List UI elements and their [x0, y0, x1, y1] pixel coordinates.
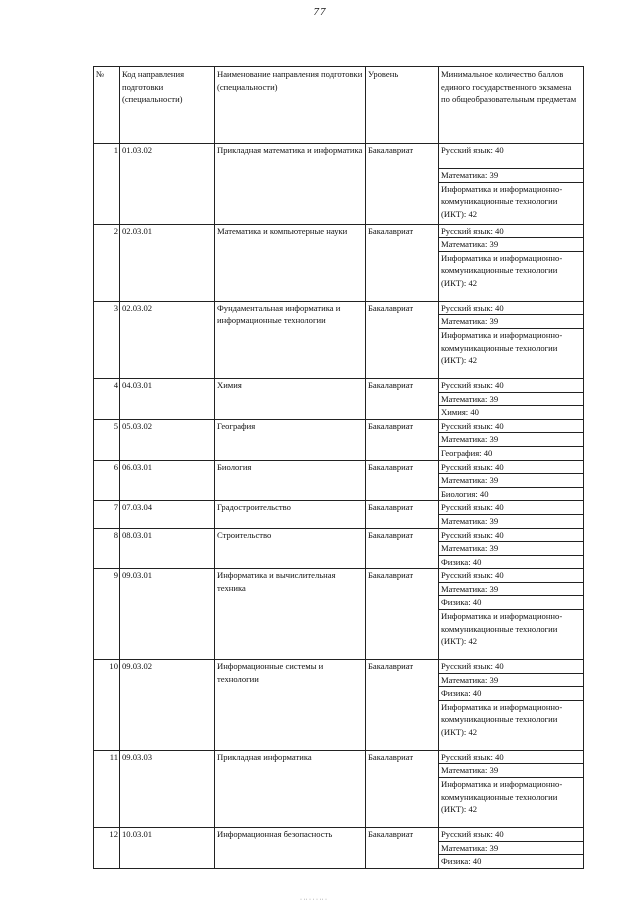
header-name: Наименование направления подготовки (специальности) [215, 67, 366, 144]
header-level: Уровень [366, 67, 439, 144]
row-requirement: Математика: 39 [439, 169, 584, 183]
row-requirement: Математика: 39 [439, 392, 584, 406]
table-row [94, 828, 584, 842]
table-row [94, 301, 584, 315]
row-requirement: Русский язык: 40 [439, 528, 584, 542]
row-requirement: Физика: 40 [439, 596, 584, 610]
row-code: 09.03.03 [120, 750, 215, 827]
header-num: № [94, 67, 120, 144]
table-body [94, 144, 584, 869]
row-number: 2 [94, 224, 120, 301]
row-requirement: Математика: 39 [439, 542, 584, 556]
row-code: 07.03.04 [120, 501, 215, 528]
row-code: 02.03.02 [120, 301, 215, 378]
table-row [94, 569, 584, 583]
row-requirement: Математика: 39 [439, 673, 584, 687]
table-row [94, 460, 584, 474]
row-number: 3 [94, 301, 120, 378]
row-requirement: Русский язык: 40 [439, 828, 584, 842]
row-level: Бакалавриат [366, 828, 439, 869]
row-code: 01.03.02 [120, 144, 215, 225]
table-row [94, 224, 584, 238]
row-number: 10 [94, 660, 120, 751]
row-requirement: Русский язык: 40 [439, 224, 584, 238]
row-level: Бакалавриат [366, 378, 439, 419]
row-name: Химия [215, 378, 366, 419]
row-requirement: Русский язык: 40 [439, 750, 584, 764]
row-requirement: Информатика и информационно-коммуникационные технологии (ИКТ): 42 [439, 778, 584, 828]
row-level: Бакалавриат [366, 660, 439, 751]
row-level: Бакалавриат [366, 460, 439, 501]
table-row [94, 144, 584, 169]
row-level: Бакалавриат [366, 501, 439, 528]
table-row [94, 501, 584, 515]
row-requirement: География: 40 [439, 446, 584, 460]
row-name: Информатика и вычислительная техника [215, 569, 366, 660]
row-name: Фундаментальная информатика и информационные технологии [215, 301, 366, 378]
row-name: Информационная безопасность [215, 828, 366, 869]
row-requirement: Математика: 39 [439, 841, 584, 855]
row-name: Информационные системы и технологии [215, 660, 366, 751]
row-number: 11 [94, 750, 120, 827]
row-requirement: Физика: 40 [439, 855, 584, 869]
row-requirement: Биология: 40 [439, 487, 584, 501]
row-requirement: Русский язык: 40 [439, 419, 584, 433]
row-number: 12 [94, 828, 120, 869]
row-name: Строительство [215, 528, 366, 569]
row-requirement: Математика: 39 [439, 514, 584, 528]
row-code: 06.03.01 [120, 460, 215, 501]
row-requirement: Математика: 39 [439, 764, 584, 778]
row-requirement: Математика: 39 [439, 474, 584, 488]
row-requirement: Информатика и информационно-коммуникационные технологии (ИКТ): 42 [439, 251, 584, 301]
row-number: 4 [94, 378, 120, 419]
row-number: 6 [94, 460, 120, 501]
row-requirement: Информатика и информационно-коммуникационные технологии (ИКТ): 42 [439, 182, 584, 224]
row-code: 09.03.01 [120, 569, 215, 660]
row-number: 5 [94, 419, 120, 460]
table-row [94, 660, 584, 674]
row-requirement: Русский язык: 40 [439, 660, 584, 674]
row-code: 08.03.01 [120, 528, 215, 569]
row-requirement: Физика: 40 [439, 687, 584, 701]
row-number: 9 [94, 569, 120, 660]
row-level: Бакалавриат [366, 224, 439, 301]
row-name: Математика и компьютерные науки [215, 224, 366, 301]
table-row [94, 750, 584, 764]
row-requirement: Математика: 39 [439, 582, 584, 596]
row-name: Биология [215, 460, 366, 501]
header-min-scores: Минимальное количество баллов единого государственного экзамена по общеобразовательным предметам [439, 67, 584, 144]
row-level: Бакалавриат [366, 301, 439, 378]
row-number: 7 [94, 501, 120, 528]
row-name: Прикладная математика и информатика [215, 144, 366, 225]
row-requirement: Русский язык: 40 [439, 144, 584, 169]
row-level: Бакалавриат [366, 750, 439, 827]
row-requirement: Математика: 39 [439, 315, 584, 329]
row-level: Бакалавриат [366, 144, 439, 225]
row-requirement: Информатика и информационно-коммуникационные технологии (ИКТ): 42 [439, 610, 584, 660]
row-requirement: Русский язык: 40 [439, 378, 584, 392]
table-row [94, 419, 584, 433]
page-number: 77 [313, 6, 327, 18]
row-number: 8 [94, 528, 120, 569]
scan-artifact: · ·· · · · ·· · [300, 897, 327, 903]
row-level: Бакалавриат [366, 419, 439, 460]
row-requirement: Русский язык: 40 [439, 569, 584, 583]
row-name: Градостроительство [215, 501, 366, 528]
row-name: География [215, 419, 366, 460]
row-requirement: Русский язык: 40 [439, 301, 584, 315]
row-code: 04.03.01 [120, 378, 215, 419]
row-name: Прикладная информатика [215, 750, 366, 827]
admission-requirements-table [93, 66, 584, 869]
row-level: Бакалавриат [366, 569, 439, 660]
table-row [94, 528, 584, 542]
row-requirement: Физика: 40 [439, 555, 584, 569]
row-code: 05.03.02 [120, 419, 215, 460]
row-code: 09.03.02 [120, 660, 215, 751]
row-code: 02.03.01 [120, 224, 215, 301]
row-requirement: Русский язык: 40 [439, 460, 584, 474]
header-code: Код направления подготовки (специальности) [120, 67, 215, 144]
row-requirement: Информатика и информационно-коммуникационные технологии (ИКТ): 42 [439, 700, 584, 750]
row-requirement: Химия: 40 [439, 406, 584, 420]
row-requirement: Математика: 39 [439, 238, 584, 252]
row-requirement: Математика: 39 [439, 433, 584, 447]
row-requirement: Русский язык: 40 [439, 501, 584, 515]
table-row [94, 378, 584, 392]
row-number: 1 [94, 144, 120, 225]
row-requirement: Информатика и информационно-коммуникационные технологии (ИКТ): 42 [439, 328, 584, 378]
row-code: 10.03.01 [120, 828, 215, 869]
table-header-row [94, 67, 584, 144]
row-level: Бакалавриат [366, 528, 439, 569]
